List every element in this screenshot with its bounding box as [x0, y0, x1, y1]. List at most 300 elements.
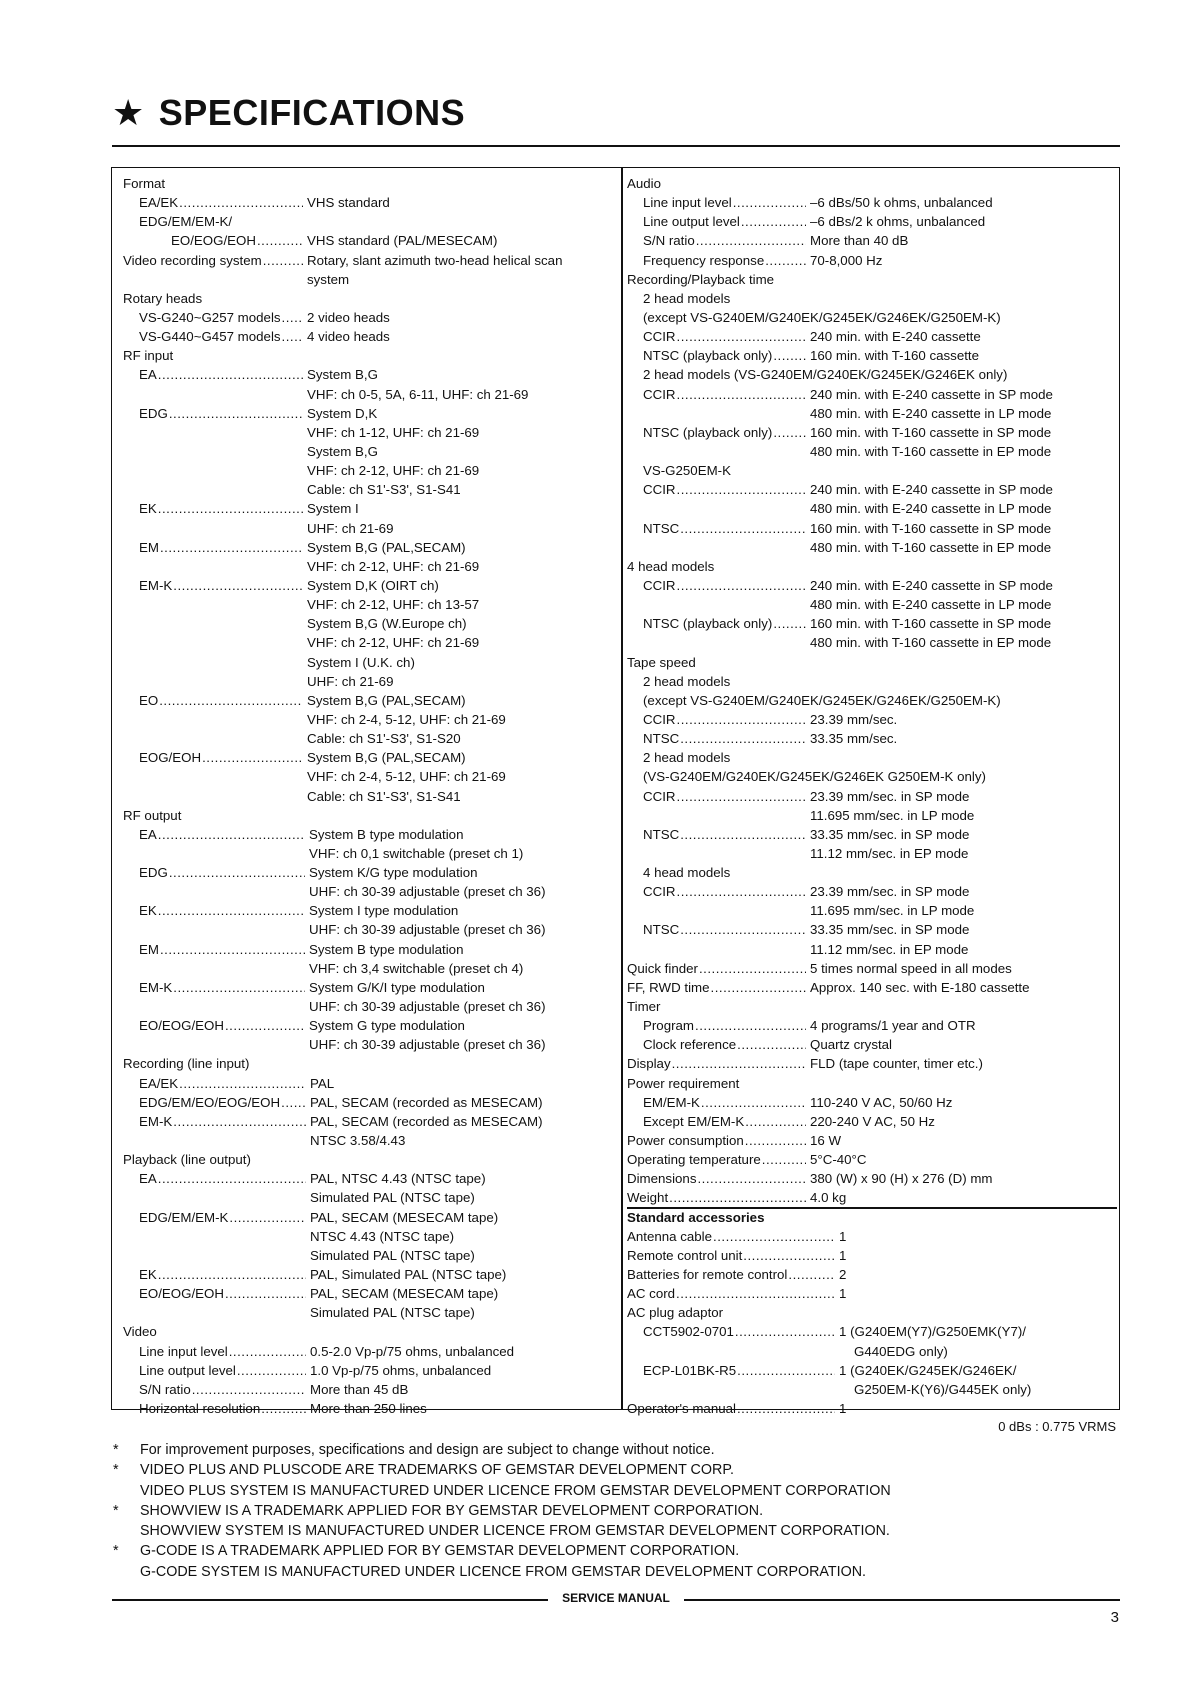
- leader-dots: [773, 614, 806, 633]
- spec-label: CCIR: [643, 788, 676, 804]
- spec-value: 220-240 V AC, 50 Hz: [810, 1113, 935, 1129]
- spec-value: VHF: ch 2-4, 5-12, UHF: ch 21-69: [307, 711, 506, 727]
- spec-value: 240 min. with E-240 cassette in SP mode: [810, 577, 1053, 593]
- spec-value: More than 45 dB: [310, 1381, 409, 1397]
- spec-row: [123, 997, 613, 1016]
- spec-row: [123, 212, 613, 231]
- page-title: [112, 92, 465, 134]
- spec-row: [627, 404, 1115, 423]
- note-line: [113, 1541, 1113, 1561]
- spec-heading: Video: [123, 1324, 157, 1340]
- spec-row: [123, 251, 613, 270]
- spec-value: VHF: ch 2-12, UHF: ch 13-57: [307, 597, 480, 613]
- leader-dots: [173, 978, 305, 997]
- leader-dots: [680, 519, 806, 538]
- spec-value: System D,K (OIRT ch): [307, 577, 439, 593]
- spec-heading: RF input: [123, 348, 174, 364]
- leader-dots: [263, 251, 303, 270]
- spec-row: [627, 212, 1115, 231]
- spec-value: 480 min. with E-240 cassette in LP mode: [810, 597, 1052, 613]
- leader-dots: [192, 1380, 306, 1399]
- spec-heading: 4 head models: [643, 865, 731, 881]
- spec-value: VHF: ch 0-5, 5A, 6-11, UHF: ch 21-69: [307, 386, 529, 402]
- spec-row: [123, 1361, 613, 1380]
- footer-rule-right: [684, 1599, 1120, 1601]
- spec-label: Line input level: [643, 195, 732, 211]
- spec-label: EK: [139, 1267, 157, 1283]
- spec-row: [123, 461, 613, 480]
- spec-row: [123, 901, 613, 920]
- leader-dots: [158, 901, 305, 920]
- spec-row: [627, 633, 1115, 652]
- leader-dots: [179, 1074, 306, 1093]
- spec-row: [627, 691, 1115, 710]
- spec-row: [627, 1380, 1115, 1399]
- spec-row: [627, 1131, 1115, 1150]
- leader-dots: [737, 1361, 835, 1380]
- spec-row: [123, 1399, 613, 1418]
- spec-value: 23.39 mm/sec.: [810, 711, 898, 727]
- spec-label: Horizontal resolution: [139, 1401, 261, 1416]
- leader-dots: [737, 1035, 806, 1054]
- spec-label: EA: [139, 367, 157, 383]
- spec-value: PAL, SECAM (MESECAM tape): [310, 1209, 499, 1225]
- spec-row: [627, 901, 1115, 920]
- spec-value: UHF: ch 30-39 adjustable (preset ch 36): [309, 1037, 546, 1053]
- leader-dots: [160, 538, 303, 557]
- spec-row: [627, 289, 1115, 308]
- spec-value: 240 min. with E-240 cassette in SP mode: [810, 482, 1053, 498]
- spec-label: Line output level: [139, 1362, 236, 1378]
- spec-label: CCT5902-0701: [643, 1324, 734, 1340]
- spec-value: 160 min. with T-160 cassette in SP mode: [810, 616, 1052, 632]
- spec-label: EO: [139, 692, 159, 708]
- spec-value: 1 (G240EM(Y7)/G250EMK(Y7)/: [839, 1324, 1026, 1340]
- spec-row: [123, 404, 613, 423]
- spec-label: EM: [139, 941, 159, 957]
- spec-row: [123, 1246, 613, 1265]
- spec-value: PAL, NTSC 4.43 (NTSC tape): [310, 1171, 486, 1187]
- spec-value: 4.0 kg: [810, 1190, 847, 1206]
- leader-dots: [745, 1131, 806, 1150]
- spec-value: 33.35 mm/sec. in SP mode: [810, 922, 970, 938]
- spec-row: [123, 844, 613, 863]
- spec-value: System G type modulation: [309, 1018, 465, 1034]
- spec-heading: AC plug adaptor: [627, 1305, 724, 1321]
- spec-value: System B,G (PAL,SECAM): [307, 539, 466, 555]
- note-text: G-CODE SYSTEM IS MANUFACTURED UNDER LICENCE FROM GEMSTAR DEVELOPMENT CORPORATION.: [140, 1563, 867, 1580]
- spec-row: [627, 940, 1115, 959]
- spec-value: 160 min. with T-160 cassette in SP mode: [810, 424, 1052, 440]
- leader-dots: [169, 404, 303, 423]
- note-bullet: *: [113, 1462, 119, 1479]
- title-rule: [112, 145, 1120, 147]
- spec-row: [123, 672, 613, 691]
- spec-value: VHS standard (PAL/MESECAM): [307, 233, 498, 249]
- spec-value: 480 min. with E-240 cassette in LP mode: [810, 501, 1052, 517]
- spec-row: [627, 1112, 1115, 1131]
- leader-dots: [680, 729, 806, 748]
- leader-dots: [711, 978, 807, 997]
- spec-row: [123, 1188, 613, 1207]
- spec-row: [627, 346, 1115, 365]
- spec-row: [123, 1016, 613, 1035]
- spec-row: [627, 920, 1115, 939]
- spec-row: [627, 787, 1115, 806]
- spec-value: System B,G: [307, 443, 378, 459]
- spec-row: [123, 308, 613, 327]
- note-bullet: *: [113, 1543, 119, 1560]
- leader-dots: [676, 1284, 835, 1303]
- spec-label: CCIR: [643, 884, 676, 900]
- spec-row: [627, 174, 1115, 193]
- spec-heading: Standard accessories: [627, 1209, 765, 1225]
- spec-row: [627, 1246, 1115, 1265]
- note-bullet: *: [113, 1442, 119, 1458]
- spec-row: [627, 863, 1115, 882]
- spec-heading: RF output: [123, 807, 182, 823]
- spec-value: Cable: ch S1'-S3', S1-S41: [307, 788, 461, 804]
- spec-row: [627, 1399, 1115, 1418]
- spec-label: VS-G440~G457 models: [139, 329, 281, 345]
- spec-row: [123, 1074, 613, 1093]
- spec-row: [123, 1208, 613, 1227]
- spec-row: [123, 882, 613, 901]
- spec-row: [627, 825, 1115, 844]
- spec-row: [627, 423, 1115, 442]
- spec-value: 1: [839, 1401, 847, 1416]
- spec-value: 5°C-40°C: [810, 1152, 867, 1168]
- spec-value: System B,G: [307, 367, 378, 383]
- leader-dots: [735, 1322, 835, 1341]
- spec-row: [627, 1035, 1115, 1054]
- spec-value: More than 250 lines: [310, 1401, 427, 1416]
- leader-dots: [160, 940, 305, 959]
- spec-label: Antenna cable: [627, 1228, 713, 1244]
- spec-row: [123, 557, 613, 576]
- spec-row: [627, 1322, 1115, 1341]
- spec-value: UHF: ch 21-69: [307, 673, 394, 689]
- spec-row: [627, 1284, 1115, 1303]
- leader-dots: [699, 959, 806, 978]
- spec-value: 16 W: [810, 1133, 842, 1149]
- spec-value: 23.39 mm/sec. in SP mode: [810, 884, 970, 900]
- spec-label: CCIR: [643, 577, 676, 593]
- spec-heading: 2 head models: [643, 673, 731, 689]
- spec-heading: Playback (line output): [123, 1152, 251, 1168]
- spec-value: UHF: ch 30-39 adjustable (preset ch 36): [309, 884, 546, 900]
- spec-row: [627, 270, 1115, 289]
- leader-dots: [169, 863, 305, 882]
- spec-value: 480 min. with T-160 cassette in EP mode: [810, 539, 1052, 555]
- leader-dots: [158, 365, 303, 384]
- spec-value: VHF: ch 3,4 switchable (preset ch 4): [309, 960, 524, 976]
- note-line: [113, 1460, 1113, 1480]
- spec-value: System K/G type modulation: [309, 865, 478, 881]
- spec-heading: Tape speed: [627, 654, 696, 670]
- spec-value: NTSC 4.43 (NTSC tape): [310, 1228, 455, 1244]
- spec-label: EM-K: [139, 1113, 173, 1129]
- spec-value: 4 programs/1 year and OTR: [810, 1018, 976, 1034]
- leader-dots: [701, 1093, 806, 1112]
- note-text: VIDEO PLUS AND PLUSCODE ARE TRADEMARKS OF GEMSTAR DEVELOPMENT CORP.: [140, 1462, 734, 1479]
- spec-row: [627, 1361, 1115, 1380]
- note-line: [113, 1501, 1113, 1521]
- spec-row: [627, 614, 1115, 633]
- spec-row: [627, 1342, 1115, 1361]
- leader-dots: [158, 1265, 306, 1284]
- spec-row: [123, 595, 613, 614]
- leader-dots: [173, 1112, 306, 1131]
- spec-row: [123, 806, 613, 825]
- spec-label: CCIR: [643, 386, 676, 402]
- spec-row: [627, 882, 1115, 901]
- spec-row: [123, 920, 613, 939]
- spec-row: [123, 1227, 613, 1246]
- spec-value: Quartz crystal: [810, 1037, 893, 1053]
- spec-value: VHF: ch 2-4, 5-12, UHF: ch 21-69: [307, 769, 506, 785]
- spec-value: PAL, SECAM (MESECAM tape): [310, 1286, 499, 1302]
- leader-dots: [788, 1265, 835, 1284]
- spec-value: System D,K: [307, 405, 378, 421]
- spec-value: 480 min. with T-160 cassette in EP mode: [810, 635, 1052, 651]
- spec-row: [123, 538, 613, 557]
- spec-row: [627, 442, 1115, 461]
- notes-section: [113, 1440, 1113, 1582]
- spec-value: 240 min. with E-240 cassette in SP mode: [810, 386, 1053, 402]
- spec-row: [123, 1342, 613, 1361]
- spec-label: EOG/EOH: [139, 750, 202, 766]
- spec-label: NTSC (playback only): [643, 424, 773, 440]
- spec-heading: 2 head models (VS-G240EM/G240EK/G245EK/G246EK only): [643, 367, 1008, 383]
- leader-dots: [282, 327, 303, 346]
- column-divider: [621, 168, 623, 1409]
- leader-dots: [743, 1246, 835, 1265]
- spec-value: Simulated PAL (NTSC tape): [310, 1190, 475, 1206]
- spec-row: [627, 1150, 1115, 1169]
- spec-value: 240 min. with E-240 cassette: [810, 329, 981, 345]
- spec-row: [123, 193, 613, 212]
- spec-heading: Recording/Playback time: [627, 271, 775, 287]
- leader-dots: [677, 327, 806, 346]
- spec-row: [123, 174, 613, 193]
- spec-row: [123, 691, 613, 710]
- spec-row: [627, 365, 1115, 384]
- accessories-rule: [627, 1207, 1117, 1209]
- spec-row: [123, 480, 613, 499]
- spec-label: Program: [643, 1018, 694, 1034]
- footer-rule-left: [112, 1599, 548, 1601]
- spec-value: System G/K/I type modulation: [309, 979, 485, 995]
- spec-label: S/N ratio: [643, 233, 695, 249]
- note-line: [113, 1562, 1113, 1582]
- spec-value: System B,G (PAL,SECAM): [307, 750, 466, 766]
- spec-value: system: [307, 271, 350, 287]
- spec-heading: 4 head models: [627, 558, 715, 574]
- spec-row: [627, 480, 1115, 499]
- spec-column-right: [627, 174, 1115, 1418]
- spec-row: [627, 576, 1115, 595]
- spec-row: [123, 1093, 613, 1112]
- spec-row: [627, 1093, 1115, 1112]
- leader-dots: [202, 748, 303, 767]
- spec-row: [123, 365, 613, 384]
- leader-dots: [173, 576, 303, 595]
- spec-row: [627, 653, 1115, 672]
- spec-row: [627, 1054, 1115, 1073]
- leader-dots: [677, 385, 806, 404]
- spec-value: System B,G (PAL,SECAM): [307, 692, 466, 708]
- spec-row: [123, 1284, 613, 1303]
- leader-dots: [158, 1169, 306, 1188]
- leader-dots: [695, 1016, 806, 1035]
- spec-value: Rotary, slant azimuth two-head helical scan: [307, 252, 563, 268]
- spec-label: EM-K: [139, 577, 173, 593]
- note-bullet: [113, 1521, 140, 1541]
- spec-row: [123, 442, 613, 461]
- leader-dots: [225, 1284, 306, 1303]
- note-text: G-CODE IS A TRADEMARK APPLIED FOR BY GEMSTAR DEVELOPMENT CORPORATION.: [140, 1543, 740, 1560]
- note-text: SHOWVIEW IS A TRADEMARK APPLIED FOR BY GEMSTAR DEVELOPMENT CORPORATION.: [140, 1502, 764, 1519]
- spec-row: [627, 844, 1115, 863]
- leader-dots: [745, 1112, 806, 1131]
- spec-row: [123, 978, 613, 997]
- spec-value: VHF: ch 0,1 switchable (preset ch 1): [309, 845, 524, 861]
- spec-label: EM-K: [139, 979, 173, 995]
- leader-dots: [773, 346, 806, 365]
- spec-label: Dimensions: [627, 1171, 697, 1187]
- spec-row: [627, 729, 1115, 748]
- leader-dots: [677, 576, 806, 595]
- spec-label: Line output level: [643, 214, 740, 230]
- spec-label: Line input level: [139, 1343, 228, 1359]
- spec-label: EDG/EM/EO/EOG/EOH: [139, 1094, 281, 1110]
- spec-label: AC cord: [627, 1286, 676, 1302]
- spec-value: 23.39 mm/sec. in SP mode: [810, 788, 970, 804]
- spec-heading: 2 head models: [643, 290, 731, 306]
- spec-value: Simulated PAL (NTSC tape): [310, 1247, 475, 1263]
- spec-heading: (except VS-G240EM/G240EK/G245EK/G246EK/G250EM-K): [643, 309, 1001, 325]
- spec-value: System B type modulation: [309, 941, 464, 957]
- leader-dots: [237, 1361, 306, 1380]
- spec-value: 5 times normal speed in all modes: [810, 960, 1012, 976]
- spec-label: Clock reference: [643, 1037, 737, 1053]
- spec-row: [627, 959, 1115, 978]
- spec-value: G440EDG only): [854, 1343, 948, 1359]
- spec-value: VHF: ch 1-12, UHF: ch 21-69: [307, 424, 480, 440]
- leader-dots: [669, 1188, 806, 1207]
- spec-label: Remote control unit: [627, 1247, 743, 1263]
- spec-value: 11.695 mm/sec. in LP mode: [810, 807, 975, 823]
- spec-value: PAL, SECAM (recorded as MESECAM): [310, 1113, 543, 1129]
- spec-label: CCIR: [643, 329, 676, 345]
- spec-value: UHF: ch 30-39 adjustable (preset ch 36): [309, 999, 546, 1015]
- spec-label: EK: [139, 903, 157, 919]
- spec-row: [123, 1035, 613, 1054]
- spec-heading: 2 head models: [643, 750, 731, 766]
- spec-row: [123, 1265, 613, 1284]
- spec-value: UHF: ch 21-69: [307, 520, 394, 536]
- spec-label: EA: [139, 1171, 157, 1187]
- spec-row: [123, 729, 613, 748]
- leader-dots: [158, 499, 303, 518]
- spec-heading: Recording (line input): [123, 1056, 250, 1072]
- spec-label: Frequency response: [643, 252, 765, 268]
- spec-label: EO/EOG/EOH: [171, 233, 256, 249]
- spec-value: PAL: [310, 1075, 335, 1091]
- spec-label: CCIR: [643, 711, 676, 727]
- spec-row: [627, 251, 1115, 270]
- note-bullet: [113, 1562, 140, 1582]
- spec-value: PAL, SECAM (recorded as MESECAM): [310, 1094, 543, 1110]
- spec-row: [123, 231, 613, 250]
- note-text: VIDEO PLUS SYSTEM IS MANUFACTURED UNDER LICENCE FROM GEMSTAR DEVELOPMENT CORPORATION: [140, 1482, 891, 1499]
- spec-row: [123, 959, 613, 978]
- spec-label: EA/EK: [139, 1075, 179, 1091]
- spec-value: 1: [839, 1228, 847, 1244]
- spec-label: NTSC: [643, 826, 680, 842]
- spec-row: [123, 787, 613, 806]
- spec-label: EDG/EM/EM-K: [139, 1209, 229, 1225]
- leader-dots: [697, 1169, 806, 1188]
- spec-row: [123, 576, 613, 595]
- spec-row: [627, 767, 1115, 786]
- spec-value: –6 dBs/2 k ohms, unbalanced: [810, 214, 986, 230]
- leader-dots: [680, 920, 806, 939]
- spec-label: EK: [139, 501, 157, 517]
- note-line: [113, 1521, 1113, 1541]
- spec-value: VHS standard: [307, 195, 390, 211]
- spec-row: [123, 748, 613, 767]
- spec-row: [627, 997, 1115, 1016]
- spec-label: EA: [139, 826, 157, 842]
- reference-note: 0 dBs : 0.775 VRMS: [998, 1419, 1116, 1434]
- spec-value: –6 dBs/50 k ohms, unbalanced: [810, 195, 993, 211]
- spec-row: [123, 633, 613, 652]
- spec-value: System I type modulation: [309, 903, 459, 919]
- spec-value: Approx. 140 sec. with E-180 cassette: [810, 979, 1030, 995]
- spec-column-left: [123, 174, 613, 1418]
- spec-row: [627, 978, 1115, 997]
- spec-value: G250EM-K(Y6)/G445EK only): [854, 1381, 1032, 1397]
- spec-row: [123, 1054, 613, 1073]
- spec-heading: VS-G250EM-K: [643, 463, 731, 479]
- leader-dots: [765, 251, 806, 270]
- spec-label: Except EM/EM-K: [643, 1113, 745, 1129]
- spec-label: Display: [627, 1056, 671, 1072]
- spec-value: 380 (W) x 90 (H) x 276 (D) mm: [810, 1171, 993, 1187]
- leader-dots: [282, 308, 303, 327]
- spec-row: [123, 710, 613, 729]
- leader-dots: [677, 480, 806, 499]
- spec-row: [627, 461, 1115, 480]
- spec-row: [123, 423, 613, 442]
- spec-row: [627, 519, 1115, 538]
- leader-dots: [677, 787, 806, 806]
- leader-dots: [696, 231, 806, 250]
- spec-value: Cable: ch S1'-S3', S1-S41: [307, 482, 461, 498]
- spec-row: [123, 767, 613, 786]
- spec-label: S/N ratio: [139, 1381, 191, 1397]
- note-bullet: *: [113, 1502, 119, 1519]
- spec-value: 11.695 mm/sec. in LP mode: [810, 903, 975, 919]
- spec-value: 2 video heads: [307, 309, 390, 325]
- spec-value: 1: [839, 1247, 847, 1263]
- leader-dots: [733, 193, 806, 212]
- spec-value: 160 min. with T-160 cassette: [810, 348, 980, 364]
- spec-row: [627, 193, 1115, 212]
- spec-row: [627, 231, 1115, 250]
